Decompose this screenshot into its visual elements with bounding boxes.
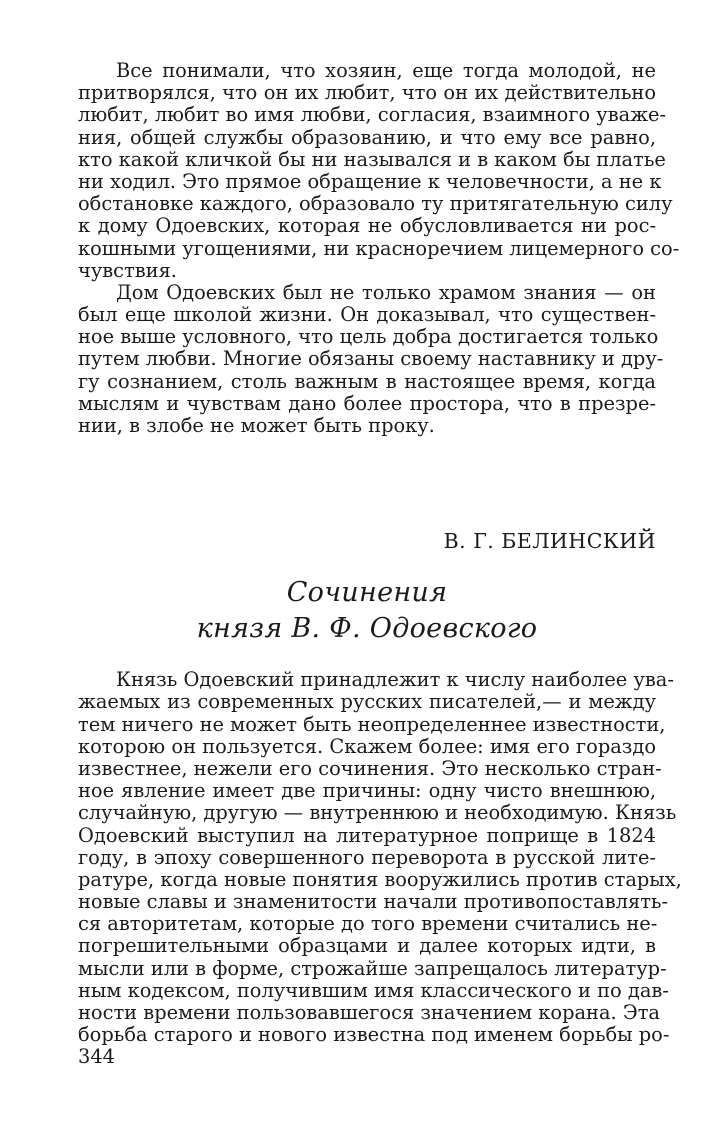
text-line: новые славы и знаменитости начали противопоставлять-	[78, 890, 669, 914]
article-title-line-2: князя В. Ф. Одоевского	[196, 613, 538, 645]
text-line: ратуре, когда новые понятия вооружились против старых,	[78, 867, 682, 891]
title-spacer	[78, 647, 656, 669]
book-page	[78, 59, 682, 1047]
text-line: ным кодексом, получившим имя классического и по дав-	[78, 978, 669, 1002]
text-line: мысли или в форме, строжайше запрещалось литератур-	[78, 956, 667, 980]
text-line: ни ходил. Это прямое обращение к человечности, а не к	[78, 169, 662, 193]
text-line: жаемых из современных русских писателей,— и между	[78, 690, 656, 714]
text-line: мыслям и чувствам дано более простора, что в презре-	[78, 391, 656, 415]
text-line: случайную, другую — внутреннюю и необходимую. Князь	[78, 801, 677, 825]
text-line: обстановке каждого, образовало ту притягательную силу	[78, 192, 673, 216]
text-line: кошными угощениями, ни красноречием лицемерного со-	[78, 236, 680, 260]
article-author: В. Г. БЕЛИНСКИЙ	[443, 529, 656, 554]
text-line: ное явление имеет две причины: одну чисто внешнюю,	[78, 779, 656, 803]
text-line: ное выше условного, что цель добра достигается только	[78, 325, 659, 349]
text-line: ности времени пользовавшегося значением корана. Эта	[78, 1001, 660, 1024]
text-line: путем любви. Многие обязаны своему наставнику и дру-	[78, 347, 664, 371]
text-line: году, в эпоху совершенного переворота в русской лите-	[78, 845, 656, 869]
text-line: Все понимали, что хозяин, еще тогда молодой, не	[116, 59, 656, 82]
article-title-line-1: Сочинения	[286, 577, 448, 609]
text-line: Одоевский выступил на литературное поприще в 1824	[78, 823, 656, 847]
text-line: притворялся, что он их любит, что он их действительно	[78, 81, 656, 105]
section-spacer	[78, 437, 656, 529]
previous-excerpt-paragraph-1	[78, 59, 680, 282]
text-line: чувствия.	[78, 258, 177, 282]
text-line: известнее, нежели его сочинения. Это несколько стран-	[78, 756, 662, 780]
page-number: 344	[78, 1045, 116, 1068]
text-line: к дому Одоевских, которая не обусловливается ни рос-	[78, 214, 656, 238]
text-line: ся авторитетам, которые до того времени считались не-	[78, 912, 658, 936]
text-line: Дом Одоевских был не только храмом знания — он	[116, 280, 656, 304]
text-line: кто какой кличкой бы ни назывался и в каком бы платье	[78, 147, 666, 171]
text-line: любит, любит во имя любви, согласия, взаимного уваже-	[78, 103, 667, 127]
text-line: которою он пользуется. Скажем более: имя его гораздо	[78, 734, 656, 758]
text-line: был еще школой жизни. Он доказывал, что существен-	[78, 303, 656, 327]
previous-excerpt-paragraph-2	[78, 280, 664, 437]
text-line: погрешительными образцами и далее которых идти, в	[78, 934, 656, 958]
article-body-paragraph	[78, 668, 682, 1047]
text-line: нии, в злобе не может быть проку.	[78, 414, 435, 437]
text-line: тем ничего не может быть неопределеннее известности,	[78, 712, 666, 736]
text-line: борьба старого и нового известна под именем борьбы ро-	[78, 1023, 670, 1047]
text-line: Князь Одоевский принадлежит к числу наиболее ува-	[116, 668, 674, 692]
article-title	[78, 575, 656, 647]
text-line: ния, общей службы образованию, и что ему все равно,	[78, 125, 656, 149]
text-line: гу сознанием, столь важным в настоящее время, когда	[78, 369, 656, 393]
